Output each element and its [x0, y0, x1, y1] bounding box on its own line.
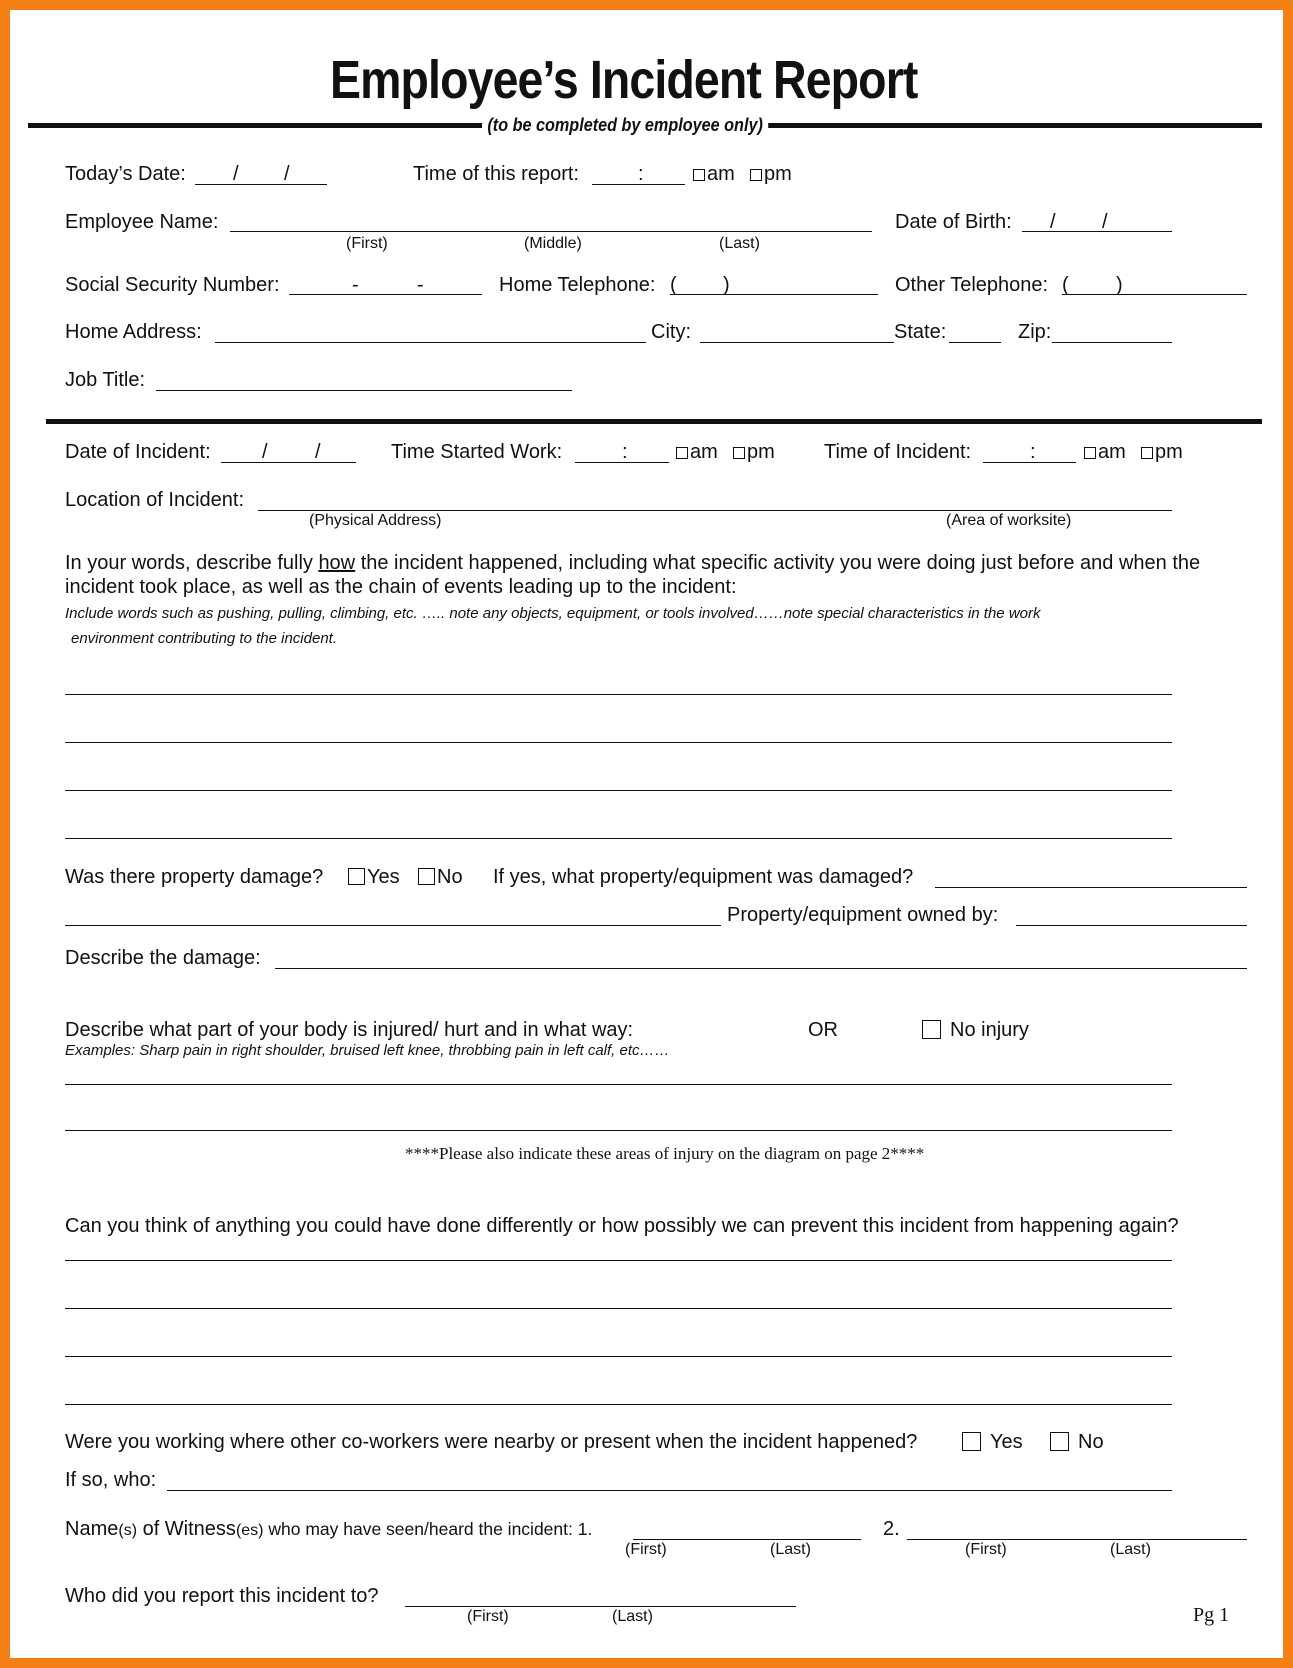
todays-date-label: Today’s Date: — [65, 163, 186, 185]
city-label: City: — [651, 321, 691, 343]
no-injury-label: No injury — [950, 1019, 1029, 1041]
owned-by-field[interactable] — [1016, 925, 1247, 926]
describe-line-4[interactable] — [65, 838, 1172, 839]
describe-prompt-line2: incident took place, as well as the chain of events leading up to the incident: — [65, 576, 737, 598]
job-title-field[interactable] — [156, 390, 572, 391]
reported-to-label: Who did you report this incident to? — [65, 1585, 379, 1607]
name-first-caption: (First) — [346, 235, 388, 252]
injury-question: Describe what part of your body is injured/ hurt and in what way: — [65, 1019, 634, 1041]
home-address-field[interactable] — [215, 342, 646, 343]
coworkers-question: Were you working where other co-workers were nearby or present when the incident happened? — [65, 1431, 918, 1453]
employee-name-label: Employee Name: — [65, 211, 219, 233]
describe-line-1[interactable] — [65, 694, 1172, 695]
damage-yes-checkbox[interactable] — [348, 868, 365, 885]
report-am-checkbox[interactable] — [693, 169, 705, 181]
dob-field[interactable] — [1022, 231, 1172, 232]
coworkers-no-checkbox[interactable] — [1050, 1432, 1069, 1451]
location-label: Location of Incident: — [65, 489, 245, 511]
prevention-question: Can you think of anything you could have done differently or how possibly we can prevent this incident from happening again? — [65, 1215, 1179, 1237]
zip-field[interactable] — [1052, 342, 1172, 343]
describe-damage-label: Describe the damage: — [65, 947, 261, 969]
report-am-label: am — [707, 163, 735, 185]
reported-to-first-caption: (First) — [467, 1608, 509, 1625]
ssn-label: Social Security Number: — [65, 274, 280, 296]
date-incident-field[interactable] — [221, 462, 356, 463]
zip-label: Zip: — [1018, 321, 1052, 343]
city-field[interactable] — [700, 342, 894, 343]
witness-label: Name(s) of Witness(es) who may have seen/heard the incident: 1. — [65, 1518, 593, 1540]
witness-1-first-caption: (First) — [625, 1541, 667, 1558]
if-yes-label: If yes, what property/equipment was damaged? — [493, 866, 914, 888]
coworkers-yes-label: Yes — [990, 1431, 1023, 1453]
ssn-field[interactable] — [289, 294, 482, 295]
if-so-who-field[interactable] — [167, 1490, 1172, 1491]
incident-am-label: am — [1098, 441, 1126, 463]
other-tel-label: Other Telephone: — [895, 274, 1049, 296]
state-field[interactable] — [949, 342, 1001, 343]
owned-by-label: Property/equipment owned by: — [727, 904, 999, 926]
physical-address-caption: (Physical Address) — [309, 512, 442, 529]
damaged-equipment-line2[interactable] — [65, 925, 721, 926]
started-am-checkbox[interactable] — [676, 447, 688, 459]
witness-2-number: 2. — [883, 1518, 900, 1540]
employee-name-field[interactable] — [230, 231, 872, 232]
page-subtitle: (to be completed by employee only) — [482, 115, 768, 135]
witness-1-last-caption: (Last) — [770, 1541, 811, 1558]
witness-2-first-caption: (First) — [965, 1541, 1007, 1558]
no-injury-checkbox[interactable] — [922, 1020, 941, 1039]
diagram-note: ****Please also indicate these areas of injury on the diagram on page 2**** — [405, 1144, 925, 1163]
job-title-label: Job Title: — [65, 369, 146, 391]
reported-to-field[interactable] — [405, 1606, 796, 1607]
name-last-caption: (Last) — [719, 235, 760, 252]
coworkers-no-label: No — [1078, 1431, 1104, 1453]
witness-1-field[interactable] — [633, 1539, 861, 1540]
page-title: Employee’s Incident Report — [330, 50, 918, 110]
include-hint-line2: environment contributing to the incident. — [71, 630, 337, 647]
started-am-label: am — [690, 441, 718, 463]
state-label: State: — [894, 321, 947, 343]
location-field[interactable] — [258, 510, 1172, 511]
report-pm-checkbox[interactable] — [750, 169, 762, 181]
or-label: OR — [808, 1019, 838, 1041]
describe-line-3[interactable] — [65, 790, 1172, 791]
other-tel-field[interactable] — [1062, 294, 1247, 295]
include-hint-line1: Include words such as pushing, pulling, climbing, etc. ….. note any objects, equipment, or tools involved……note special characteristics in the work — [65, 605, 1041, 622]
todays-date-field[interactable] — [195, 184, 327, 185]
report-pm-label: pm — [764, 163, 792, 185]
describe-line-2[interactable] — [65, 742, 1172, 743]
time-started-label: Time Started Work: — [391, 441, 563, 463]
damage-yes-label: Yes — [367, 866, 400, 888]
describe-prompt-line1: In your words, describe fully how the incident happened, including what specific activity you were doing just before and when the — [65, 552, 1201, 574]
dob-label: Date of Birth: — [895, 211, 1012, 233]
incident-pm-label: pm — [1155, 441, 1183, 463]
name-middle-caption: (Middle) — [524, 235, 582, 252]
damage-no-label: No — [437, 866, 463, 888]
witness-2-field[interactable] — [907, 1539, 1247, 1540]
reported-to-last-caption: (Last) — [612, 1608, 653, 1625]
describe-damage-field[interactable] — [275, 968, 1247, 969]
time-incident-label: Time of Incident: — [824, 441, 972, 463]
prevention-line-3[interactable] — [65, 1356, 1172, 1357]
if-so-who-label: If so, who: — [65, 1469, 157, 1491]
page-number: Pg 1 — [1193, 1604, 1230, 1626]
date-incident-label: Date of Incident: — [65, 441, 211, 463]
injury-examples: Examples: Sharp pain in right shoulder, bruised left knee, throbbing pain in left calf, etc…… — [65, 1042, 670, 1059]
prevention-line-1[interactable] — [65, 1260, 1172, 1261]
area-worksite-caption: (Area of worksite) — [946, 512, 1072, 529]
home-tel-label: Home Telephone: — [499, 274, 656, 296]
witness-2-last-caption: (Last) — [1110, 1541, 1151, 1558]
incident-pm-checkbox[interactable] — [1141, 447, 1153, 459]
damage-no-checkbox[interactable] — [418, 868, 435, 885]
injury-line-2[interactable] — [65, 1130, 1172, 1131]
prevention-line-4[interactable] — [65, 1404, 1172, 1405]
prevention-line-2[interactable] — [65, 1308, 1172, 1309]
section-divider — [46, 419, 1262, 424]
home-tel-field[interactable] — [670, 294, 878, 295]
damaged-equipment-field[interactable] — [935, 887, 1247, 888]
started-pm-label: pm — [747, 441, 775, 463]
injury-line-1[interactable] — [65, 1084, 1172, 1085]
damage-question: Was there property damage? — [65, 866, 324, 888]
time-report-label: Time of this report: — [413, 163, 579, 185]
started-pm-checkbox[interactable] — [733, 447, 745, 459]
home-address-label: Home Address: — [65, 321, 202, 343]
incident-am-checkbox[interactable] — [1084, 447, 1096, 459]
coworkers-yes-checkbox[interactable] — [962, 1432, 981, 1451]
